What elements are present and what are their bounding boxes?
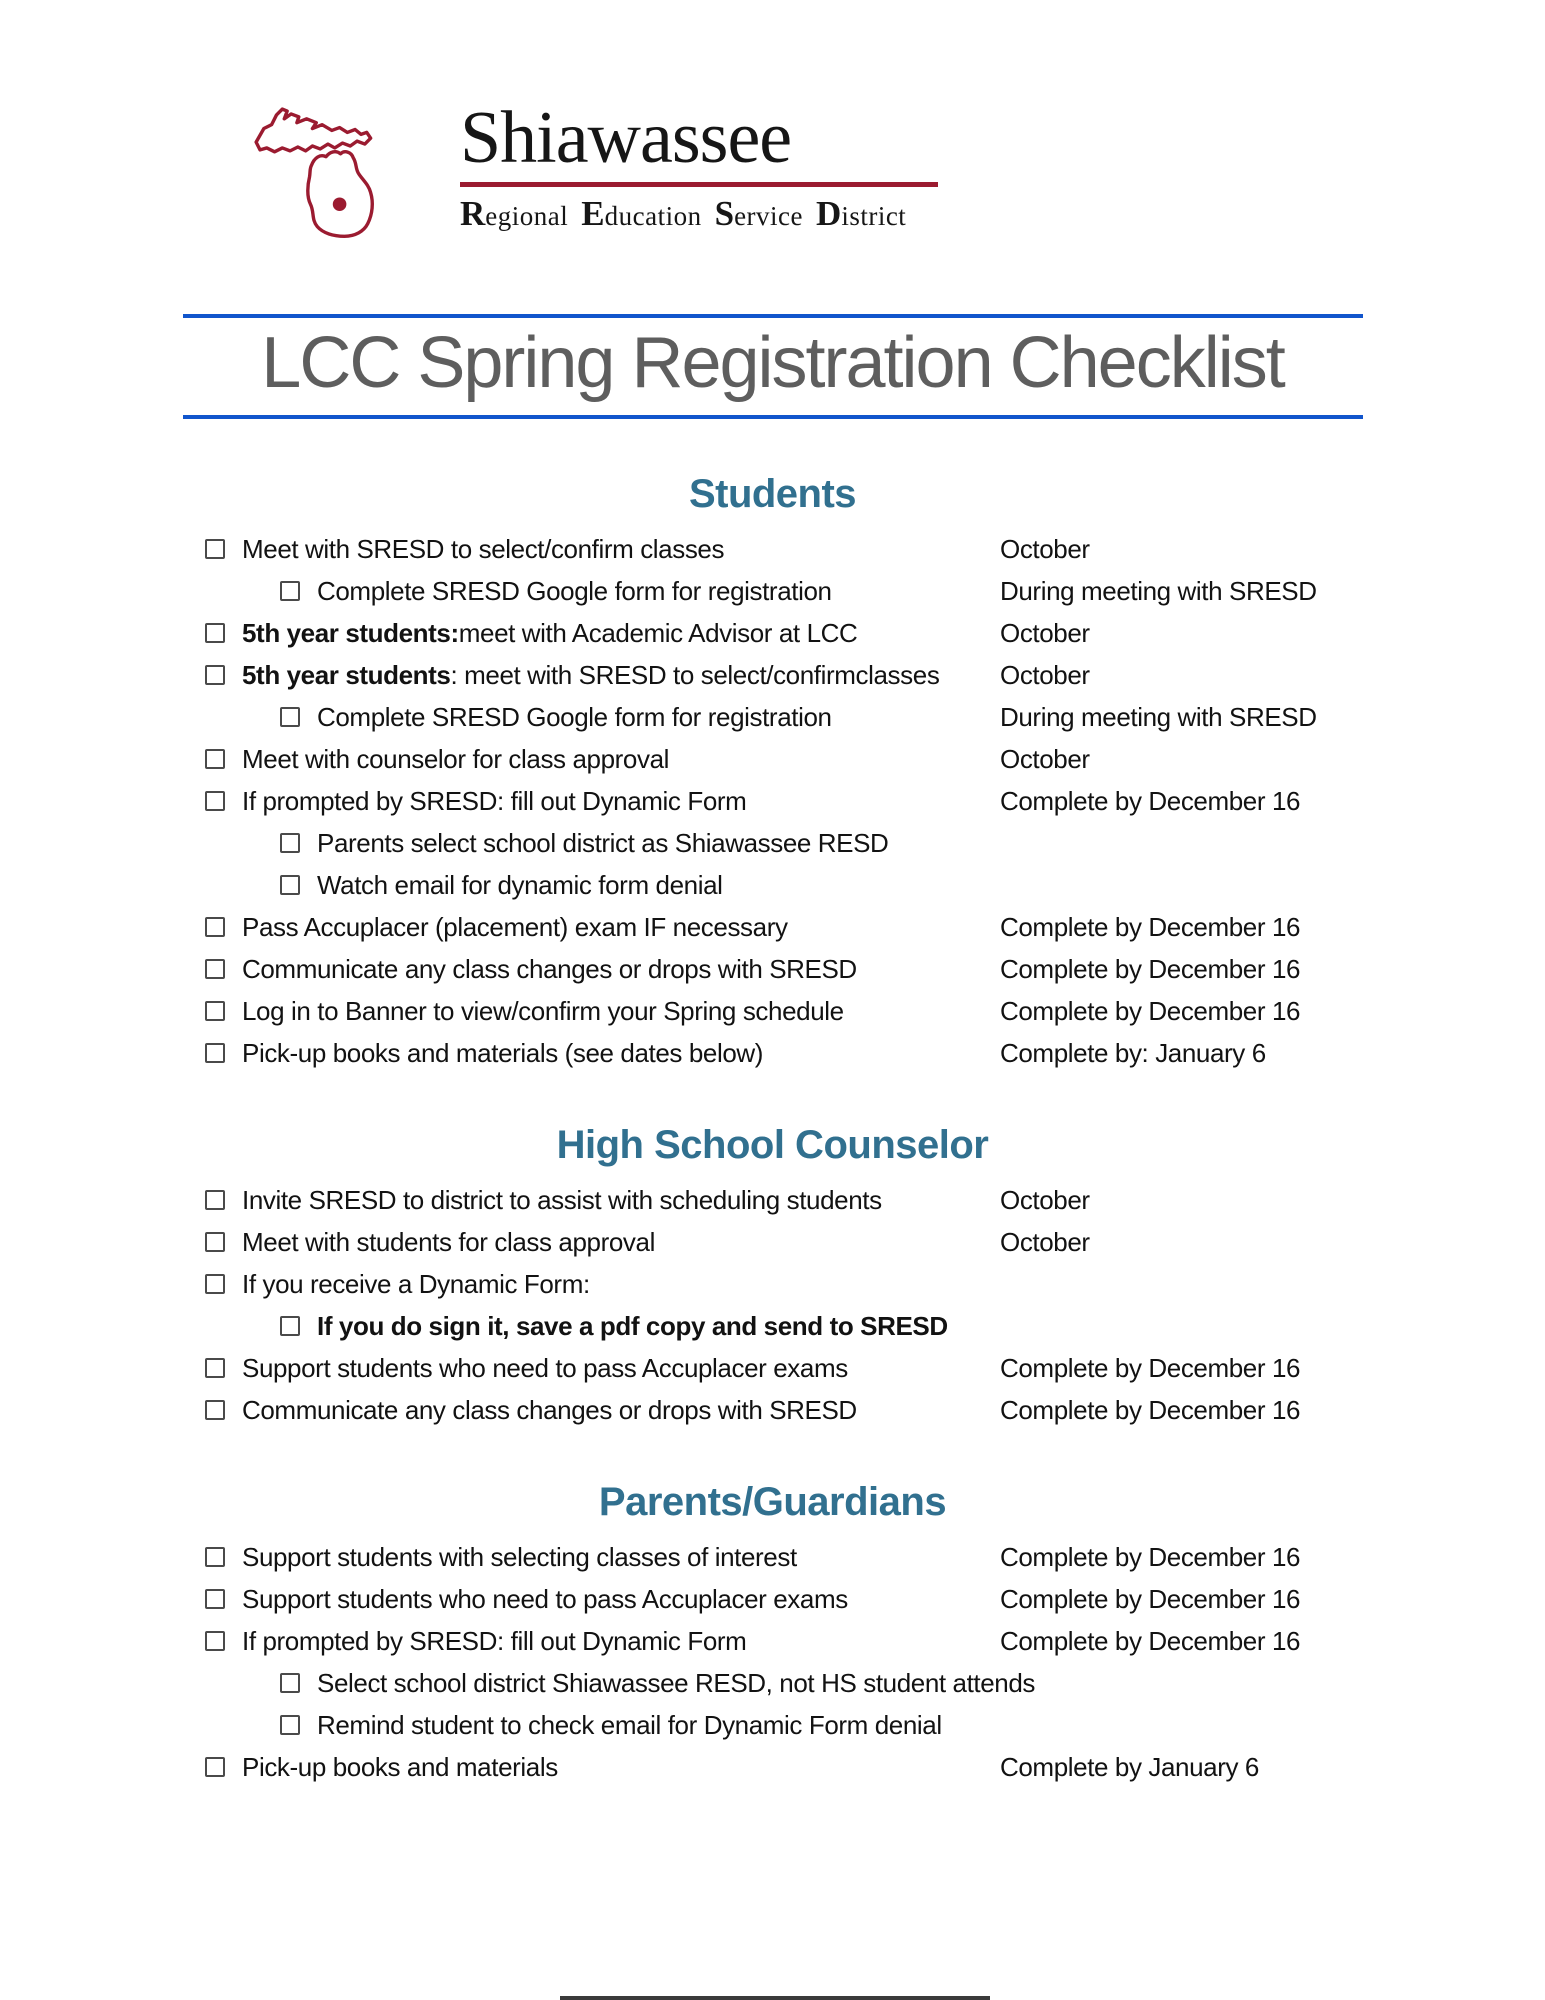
item-label (242, 1395, 857, 1426)
item-label (317, 828, 888, 859)
checklist-item (0, 1704, 1545, 1746)
checklist-item (0, 528, 1545, 570)
checkbox-icon[interactable] (205, 791, 225, 811)
item-date: During meeting with SRESD (1000, 701, 1317, 732)
checkbox-icon[interactable] (280, 1715, 300, 1735)
item-label (242, 1542, 797, 1573)
item-label-text: Support students who need to pass Accuplacer exams (242, 1352, 848, 1383)
item-date: October (1000, 743, 1090, 774)
item-label-text: If prompted by SRESD: fill out Dynamic Form (242, 785, 747, 816)
checklist-item (0, 1179, 1545, 1221)
item-label (242, 1185, 882, 1216)
checklist-item (0, 1305, 1545, 1347)
checkbox-icon[interactable] (205, 1400, 225, 1420)
checkbox-icon[interactable] (205, 749, 225, 769)
item-label (317, 1710, 942, 1741)
checkbox-icon[interactable] (205, 1631, 225, 1651)
checklist-item (0, 1347, 1545, 1389)
checklist-item (0, 1620, 1545, 1662)
checklist-item (0, 864, 1545, 906)
item-label-text: Support students who need to pass Accuplacer exams (242, 1583, 848, 1614)
tagline-word: egional (485, 200, 569, 231)
item-date: Complete by December 16 (1000, 1583, 1301, 1614)
item-date: October (1000, 1184, 1090, 1215)
item-date: Complete by December 16 (1000, 911, 1301, 942)
checkbox-icon[interactable] (280, 581, 300, 601)
checklist-item (0, 1389, 1545, 1431)
checkbox-icon[interactable] (205, 917, 225, 937)
brand-name: Shiawassee (460, 97, 792, 179)
item-label (242, 1227, 655, 1258)
checkbox-icon[interactable] (280, 707, 300, 727)
item-date: Complete by December 16 (1000, 1352, 1301, 1383)
checklist-item (0, 570, 1545, 612)
michigan-map-icon (250, 80, 435, 245)
brand-underline (460, 182, 938, 187)
checkbox-icon[interactable] (205, 1043, 225, 1063)
item-label (242, 1353, 848, 1384)
item-label-text: Pass Accuplacer (placement) exam IF necessary (242, 911, 788, 942)
item-label-text: Watch email for dynamic form denial (317, 869, 723, 900)
item-label (242, 660, 939, 691)
tagline-word: R (460, 193, 486, 233)
item-label (242, 744, 669, 775)
checkbox-icon[interactable] (205, 665, 225, 685)
item-label-bold: 5th year students: (242, 617, 459, 648)
item-label (242, 786, 746, 817)
item-label (242, 1584, 848, 1615)
item-label-text: If prompted by SRESD: fill out Dynamic Form (242, 1625, 747, 1656)
item-date: Complete by December 16 (1000, 1541, 1301, 1572)
checklist-item (0, 822, 1545, 864)
checkbox-icon[interactable] (205, 623, 225, 643)
checklist-item (0, 990, 1545, 1032)
item-label (242, 1038, 763, 1069)
item-date: Complete by: January 6 (1000, 1037, 1266, 1068)
checkbox-icon[interactable] (205, 539, 225, 559)
checklist-item (0, 1221, 1545, 1263)
item-label (242, 1626, 746, 1657)
item-label-text: Pick-up books and materials (242, 1751, 558, 1782)
item-label (242, 534, 724, 565)
section-heading: Parents/Guardians (598, 1480, 947, 1524)
item-label-text: Parents select school district as Shiawassee RESD (317, 827, 889, 858)
item-date: Complete by December 16 (1000, 785, 1301, 816)
checkbox-icon[interactable] (205, 1358, 225, 1378)
item-label-text: Communicate any class changes or drops with SRESD (242, 1394, 857, 1425)
item-date: October (1000, 659, 1090, 690)
item-label-text: meet with Academic Advisor at LCC (458, 617, 858, 648)
item-label (242, 1752, 558, 1783)
item-label-text: Invite SRESD to district to assist with scheduling students (242, 1184, 882, 1215)
item-label-text: Communicate any class changes or drops with SRESD (242, 953, 857, 984)
item-label (242, 996, 844, 1027)
item-date: Complete by December 16 (1000, 995, 1301, 1026)
item-label-bold: If you do sign it, save a pdf copy and send to SRESD (317, 1310, 948, 1341)
tagline-word: S (714, 193, 735, 233)
checkbox-icon[interactable] (280, 833, 300, 853)
checkbox-icon[interactable] (205, 1001, 225, 1021)
item-label (317, 576, 832, 607)
item-label-text: Pick-up books and materials (see dates below) (242, 1037, 764, 1068)
checkbox-icon[interactable] (205, 959, 225, 979)
page-title: LCC Spring Registration Checklist (261, 323, 1284, 403)
item-label-text: Support students with selecting classes of interest (242, 1541, 797, 1572)
checklist-item (0, 738, 1545, 780)
checklist-item (0, 1578, 1545, 1620)
section-heading: Students (688, 472, 857, 516)
checklist (0, 455, 1545, 1788)
checklist-item (0, 1536, 1545, 1578)
checklist-item (0, 612, 1545, 654)
item-label-text: Meet with counselor for class approval (242, 743, 670, 774)
item-label-bold: 5th year students (242, 659, 451, 690)
checkbox-icon[interactable] (205, 1232, 225, 1252)
checklist-item (0, 696, 1545, 738)
item-label-text: Complete SRESD Google form for registration (317, 575, 832, 606)
item-date: Complete by December 16 (1000, 953, 1301, 984)
district-logo (250, 80, 938, 245)
checklist-item (0, 1032, 1545, 1074)
tagline-word: D (816, 193, 842, 233)
item-label (242, 618, 857, 649)
checkbox-icon[interactable] (280, 875, 300, 895)
checklist-item (0, 948, 1545, 990)
item-label-text: Select school district Shiawassee RESD, not HS student attends (317, 1667, 1036, 1698)
item-date: October (1000, 617, 1090, 648)
tagline-word: ervice (734, 200, 804, 231)
tagline-word: E (581, 193, 605, 233)
checklist-item (0, 1746, 1545, 1788)
item-label-text: Complete SRESD Google form for registration (317, 701, 832, 732)
item-label-text: : meet with SRESD to select/confirmclasses (450, 659, 940, 690)
item-date: During meeting with SRESD (1000, 575, 1317, 606)
checkbox-icon[interactable] (280, 1316, 300, 1336)
next-page-edge (560, 1996, 990, 2000)
tagline-word: istrict (841, 200, 907, 231)
section-heading: High School Counselor (556, 1123, 989, 1167)
item-label (242, 912, 788, 943)
item-label (242, 1269, 590, 1300)
item-label (317, 870, 723, 901)
item-label-text: Meet with SRESD to select/confirm classes (242, 533, 725, 564)
item-label (317, 1311, 948, 1342)
item-date: October (1000, 1226, 1090, 1257)
item-label (317, 1668, 1035, 1699)
checklist-item (0, 654, 1545, 696)
checkbox-icon[interactable] (205, 1190, 225, 1210)
item-label-text: Meet with students for class approval (242, 1226, 655, 1257)
checklist-item (0, 1263, 1545, 1305)
checkbox-icon[interactable] (280, 1673, 300, 1693)
item-date: October (1000, 533, 1090, 564)
item-label-text: Log in to Banner to view/confirm your Spring schedule (242, 995, 844, 1026)
item-date: Complete by December 16 (1000, 1625, 1301, 1656)
item-label (242, 954, 857, 985)
checklist-item (0, 780, 1545, 822)
item-label-text: Remind student to check email for Dynamic Form denial (317, 1709, 942, 1740)
brand-tagline (460, 194, 938, 234)
title-divider-bottom (183, 415, 1363, 419)
checkbox-icon[interactable] (205, 1547, 225, 1567)
checklist-item (0, 906, 1545, 948)
tagline-word: ducation (604, 200, 702, 231)
checklist-item (0, 1662, 1545, 1704)
item-date: Complete by January 6 (1000, 1751, 1259, 1782)
item-label-text: If you receive a Dynamic Form: (242, 1268, 590, 1299)
item-label (317, 702, 832, 733)
title-divider-top (183, 314, 1363, 318)
checkbox-icon[interactable] (205, 1274, 225, 1294)
item-date: Complete by December 16 (1000, 1394, 1301, 1425)
checkbox-icon[interactable] (205, 1589, 225, 1609)
checkbox-icon[interactable] (205, 1757, 225, 1777)
